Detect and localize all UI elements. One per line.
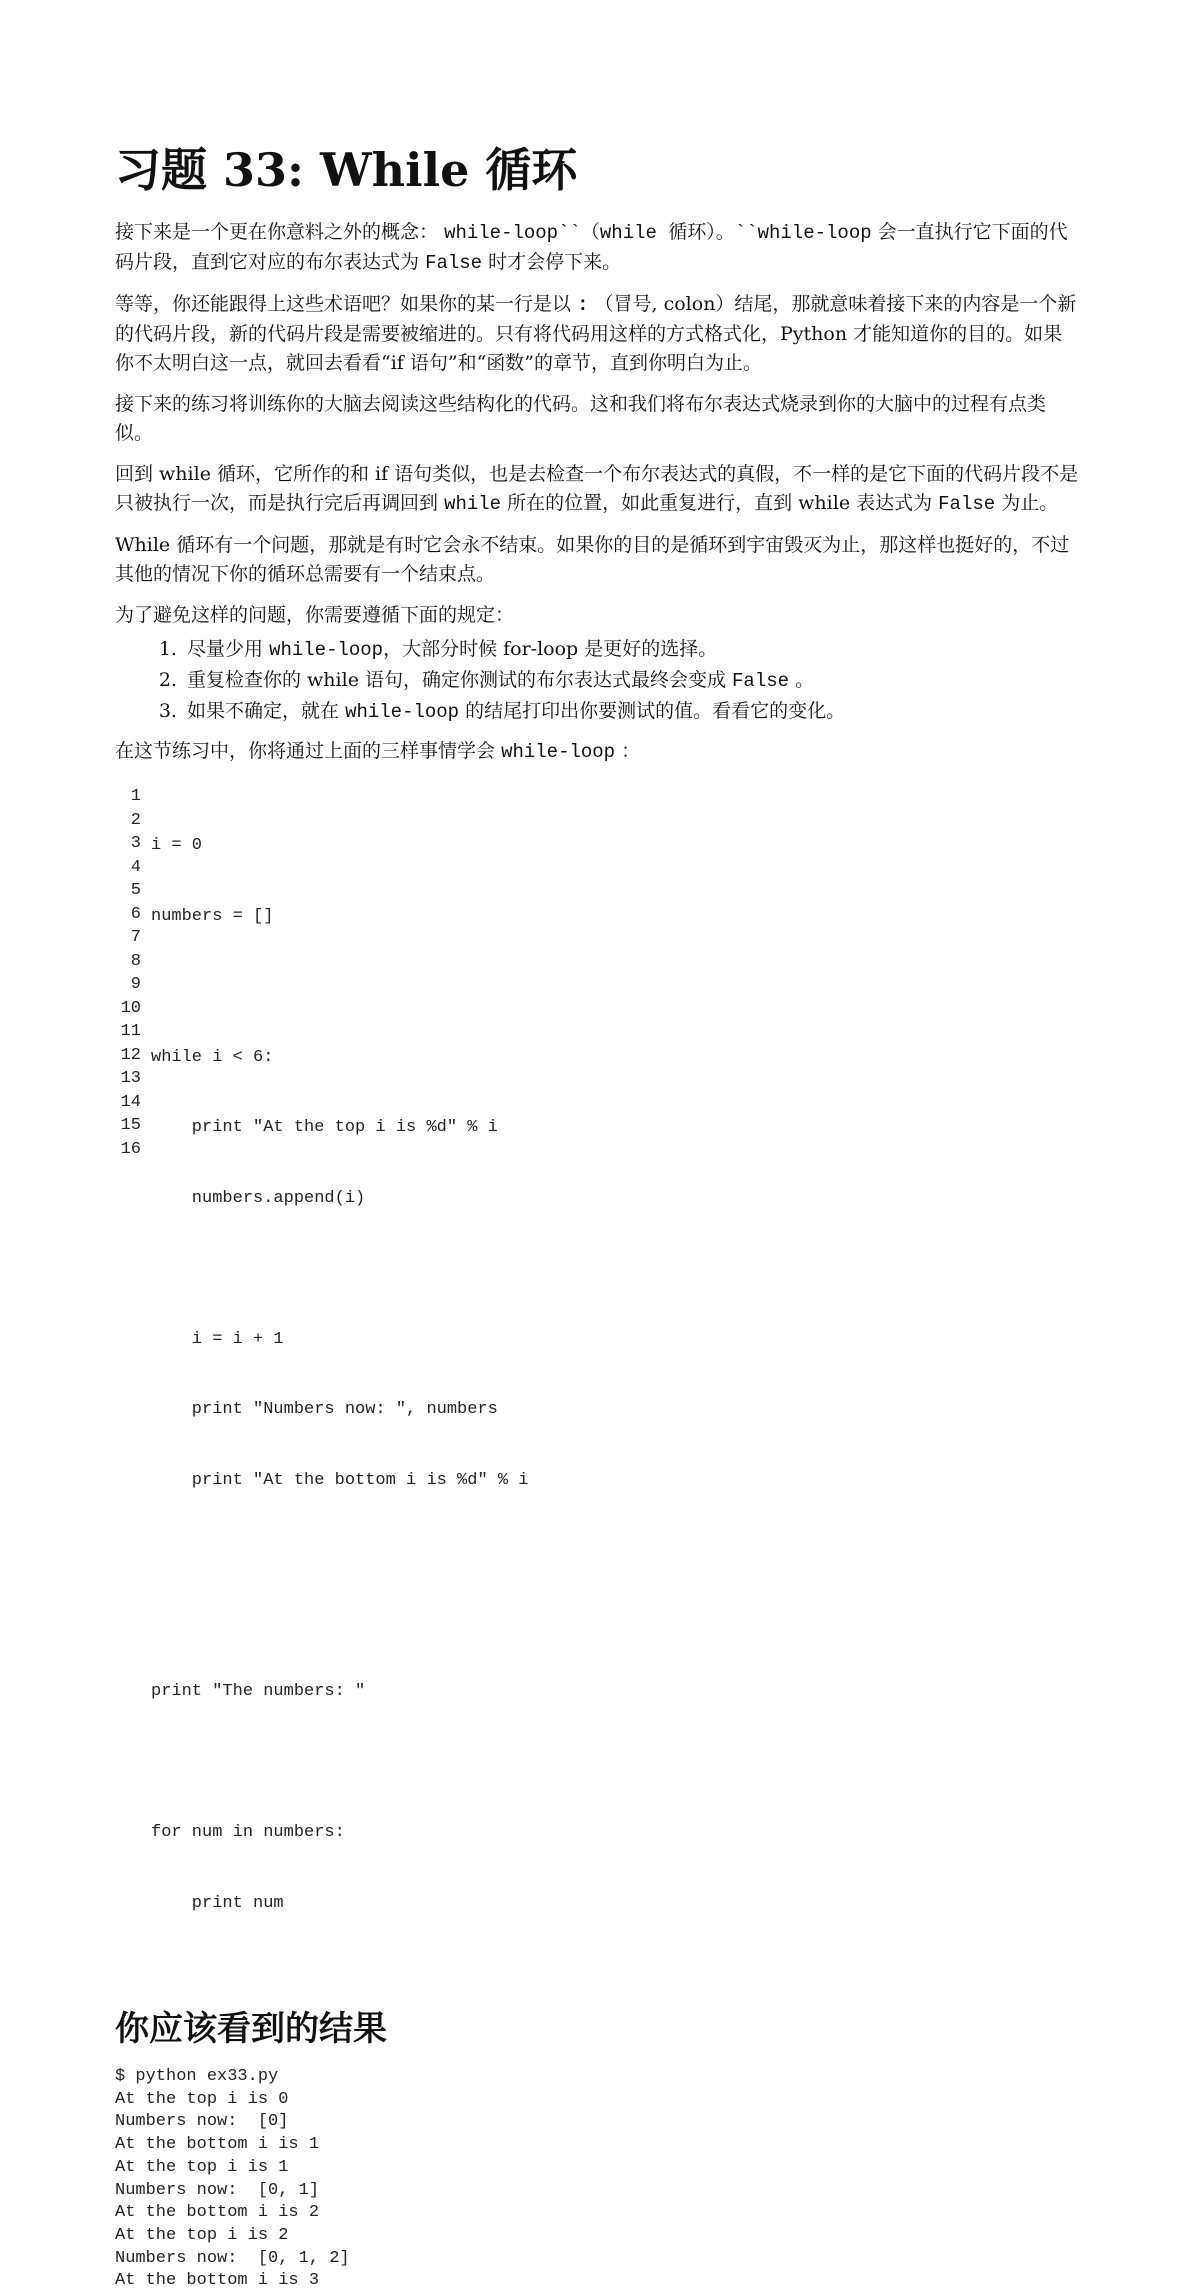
inline-code: False <box>938 493 996 515</box>
output-line: At the top i is 2 <box>115 2225 289 2245</box>
document-page <box>115 140 1080 2293</box>
code-line <box>151 1257 528 1281</box>
line-number: 4 <box>130 857 141 877</box>
text: 会一直执行它下面的代码片段，直到它对应的布尔表达式为 <box>115 221 1068 273</box>
code-line: for num in numbers: <box>151 1823 345 1842</box>
text: 所在的位置，如此重复进行，直到 while 表达式为 <box>507 492 933 514</box>
code-line: i = 0 <box>151 836 203 855</box>
code-line <box>151 1610 528 1634</box>
code-line: while i < 6: <box>151 1047 274 1067</box>
line-number: 5 <box>130 881 141 900</box>
section-heading-result: 你应该看到的结果 <box>115 2009 387 2049</box>
output-line: Numbers now: [0] <box>115 2112 289 2132</box>
paragraph-exercise <box>115 737 1080 767</box>
inline-code: False <box>732 670 790 692</box>
list-item <box>183 696 1080 727</box>
inline-code: False <box>425 252 483 274</box>
text: ，大部分时候 for-loop 是更好的选择。 <box>383 638 718 660</box>
rules-list <box>115 634 1080 727</box>
text: 的结尾打印出你要测试的值。看看它的变化。 <box>465 700 846 722</box>
line-number: 9 <box>130 975 141 994</box>
text: 为止。 <box>1001 492 1059 514</box>
output-line: At the bottom i is 2 <box>115 2203 320 2223</box>
paragraph-colon <box>115 290 1080 378</box>
paragraph-structure: 接下来的练习将训练你的大脑去阅读这些结构化的代码。这和我们将布尔表达式烧录到你的大脑中的过程有点类似。 <box>115 393 1047 444</box>
inline-code: : <box>577 294 589 316</box>
line-number: 1 <box>130 787 141 806</box>
code-line <box>151 1539 528 1563</box>
inline-code: while <box>444 493 502 515</box>
line-number: 15 <box>120 1116 141 1135</box>
terminal-output <box>115 2066 1080 2293</box>
output-line: Numbers now: [0, 1] <box>115 2180 320 2200</box>
text: 重复检查你的 while 语句，确定你测试的布尔表达式最终会变成 <box>187 669 726 691</box>
text: 时才会停下来。 <box>488 251 622 273</box>
text: 回到 while 循环，它所作的和 if 语句类似，也是去检查一个布尔表达式的真假，不一样的是它下面的代码片段不是只被执行一次，而是执行完后再调回到 <box>115 463 1079 514</box>
line-numbers <box>115 785 141 1962</box>
text: 接下来是一个更在你意料之外的概念： <box>115 221 439 243</box>
paragraph-infinite: While 循环有一个问题，那就是有时它会永不结束。如果你的目的是循环到宇宙毁灭为止，那这样也挺好的，不过其他的情况下你的循环总需要有一个结束点。 <box>115 534 1070 585</box>
line-number: 10 <box>120 998 141 1018</box>
line-number: 16 <box>120 1139 141 1159</box>
line-number: 11 <box>120 1022 141 1041</box>
text: 等等，你还能跟得上这些术语吧？如果你的某一行是以 <box>115 293 572 315</box>
list-item <box>183 665 1080 696</box>
inline-code: while-loop <box>269 639 384 661</box>
line-number: 6 <box>130 904 141 924</box>
code-listing <box>115 785 1080 1962</box>
text: 在这节练习中，你将通过上面的三样事情学会 <box>115 740 496 762</box>
code-line: print "At the top i is %d" % i <box>151 1118 498 1137</box>
inline-code: while-loop <box>501 741 616 763</box>
text: ： <box>621 740 641 762</box>
paragraph-rules-intro: 为了避免这样的问题，你需要遵循下面的规定： <box>115 604 515 626</box>
list-item <box>183 634 1080 665</box>
output-line: At the top i is 0 <box>115 2089 289 2109</box>
text: 尽量少用 <box>187 638 264 660</box>
output-line: Numbers now: [0, 1, 2] <box>115 2248 350 2268</box>
text: 如果不确定，就在 <box>187 700 340 722</box>
line-number: 7 <box>130 928 141 947</box>
code-line: print "Numbers now: ", numbers <box>151 1400 498 1419</box>
code-line <box>151 1751 528 1775</box>
text: 。 <box>795 669 815 691</box>
inline-code: while-loop <box>345 701 460 723</box>
code-line: print num <box>151 1893 284 1913</box>
line-number: 8 <box>130 951 141 971</box>
inline-code: while-loop``（while 循环）。``while-loop <box>444 222 872 244</box>
paragraph-intro <box>115 218 1080 278</box>
output-line: At the bottom i is 3 <box>115 2271 320 2291</box>
code-lines <box>151 787 528 1962</box>
paragraph-while-loop <box>115 460 1080 519</box>
output-line: At the bottom i is 1 <box>115 2135 320 2155</box>
code-line: print "The numbers: " <box>151 1682 366 1701</box>
code-line: print "At the bottom i is %d" % i <box>151 1470 529 1490</box>
line-number: 2 <box>130 810 141 830</box>
line-number: 13 <box>120 1069 141 1088</box>
code-line: numbers = [] <box>151 906 274 926</box>
line-number: 3 <box>130 834 141 853</box>
line-number: 12 <box>120 1045 141 1065</box>
line-number: 14 <box>120 1092 141 1112</box>
output-line: At the top i is 1 <box>115 2157 289 2177</box>
text: （冒号, colon）结尾，那就意味着接下来的内容是一个新的代码片段，新的代码片段是需要被缩进的。只有将代码用这样的方式格式化，Python 才能知道你的目的。如果你不太明白这一点，就回去看看“if 语句”和“函数”的章节，直到你明白为止。 <box>115 293 1077 374</box>
page-title: 习题 33: While 循环 <box>115 143 578 197</box>
code-line: i = i + 1 <box>151 1329 284 1349</box>
code-line <box>151 975 528 999</box>
code-line: numbers.append(i) <box>151 1188 366 1208</box>
output-line: $ python ex33.py <box>115 2067 279 2086</box>
